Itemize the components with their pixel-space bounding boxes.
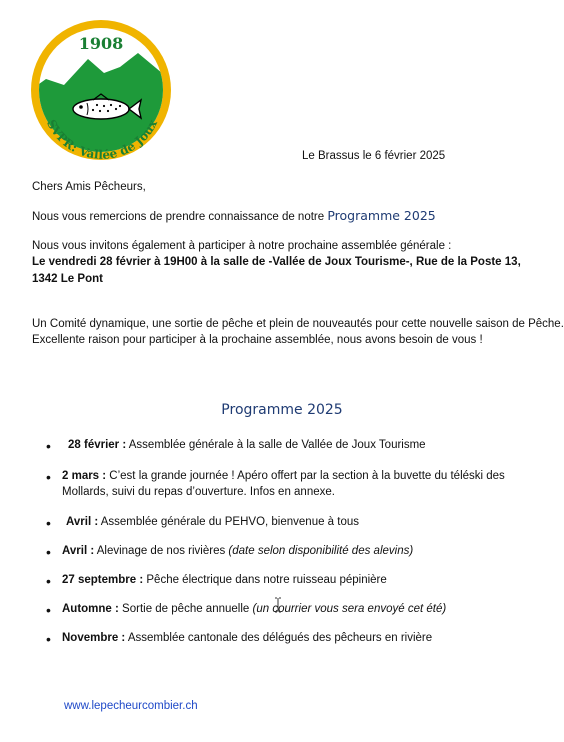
program-item-text: Pêche électrique dans notre ruisseau pépinière: [143, 574, 387, 586]
program-item-text: C’est la grande journée ! Apéro offert par la section à la buvette du téléski des Mollards, suivi du repas d’ouverture. Infos en annexe.: [62, 470, 505, 498]
program-item-date: Avril :: [62, 545, 95, 557]
greeting: Chers Amis Pêcheurs,: [32, 181, 146, 193]
text-cursor-icon: [274, 597, 282, 613]
program-item-note: (un courrier vous sera envoyé cet été): [252, 603, 447, 615]
program-item-text: Alevinage de nos rivières: [94, 545, 229, 557]
bullet-icon: •: [46, 469, 51, 485]
program-item-date: 27 septembre :: [62, 574, 144, 586]
program-item-date: Avril :: [66, 516, 99, 528]
intro-program-name: Programme 2025: [327, 208, 436, 223]
program-item-date: 28 février :: [68, 439, 127, 451]
program-item: [68, 437, 538, 453]
program-item-text: Assemblée générale du PEHVO, bienvenue à tous: [98, 516, 360, 528]
intro-text: Nous vous remercions de prendre connaissance de notre: [32, 211, 325, 223]
logo-ring-text: SVPR: Vallée de Joux: [43, 117, 160, 162]
logo-year: 1908: [78, 34, 124, 53]
program-item-text: Assemblée générale à la salle de Vallée de Joux Tourisme: [126, 439, 426, 451]
program-item: [66, 514, 536, 530]
bullet-icon: •: [46, 515, 51, 531]
program-item: [62, 572, 532, 588]
program-item-text: Sortie de pêche annuelle: [118, 603, 253, 615]
letter-date: Le Brassus le 6 février 2025: [302, 150, 446, 162]
invite-line: Nous vous invitons également à participer à notre prochaine assemblée générale :: [32, 240, 452, 252]
program-item-date: Novembre :: [62, 632, 126, 644]
bullet-icon: •: [46, 544, 51, 560]
intro-paragraph: [32, 208, 436, 223]
bullet-icon: •: [46, 438, 51, 454]
program-item: [62, 543, 532, 559]
svpr-logo: [28, 17, 174, 163]
bullet-icon: •: [46, 631, 51, 647]
bullet-icon: •: [46, 573, 51, 589]
program-item-date: 2 mars :: [62, 470, 107, 482]
committee-line-2: Excellente raison pour participer à la prochaine assemblée, nous avons besoin de vous !: [32, 334, 483, 346]
program-item: [62, 630, 532, 646]
website-link[interactable]: www.lepecheurcombier.ch: [64, 700, 198, 712]
assembly-line-2: 1342 Le Pont: [32, 273, 103, 285]
program-heading: Programme 2025: [221, 402, 343, 418]
program-item-text: Assemblée cantonale des délégués des pêcheurs en rivière: [125, 632, 433, 644]
program-item-date: Automne :: [62, 603, 119, 615]
committee-line-1: Un Comité dynamique, une sortie de pêche et plein de nouveautés pour cette nouvelle saison de Pêche.: [32, 318, 564, 330]
program-item: [62, 468, 532, 500]
bullet-icon: •: [46, 602, 51, 618]
program-item-note: (date selon disponibilité des alevins): [228, 545, 414, 557]
assembly-line-1: Le vendredi 28 février à 19H00 à la salle de -Vallée de Joux Tourisme-, Rue de la Poste 13,: [32, 256, 521, 268]
program-item: [62, 601, 532, 617]
